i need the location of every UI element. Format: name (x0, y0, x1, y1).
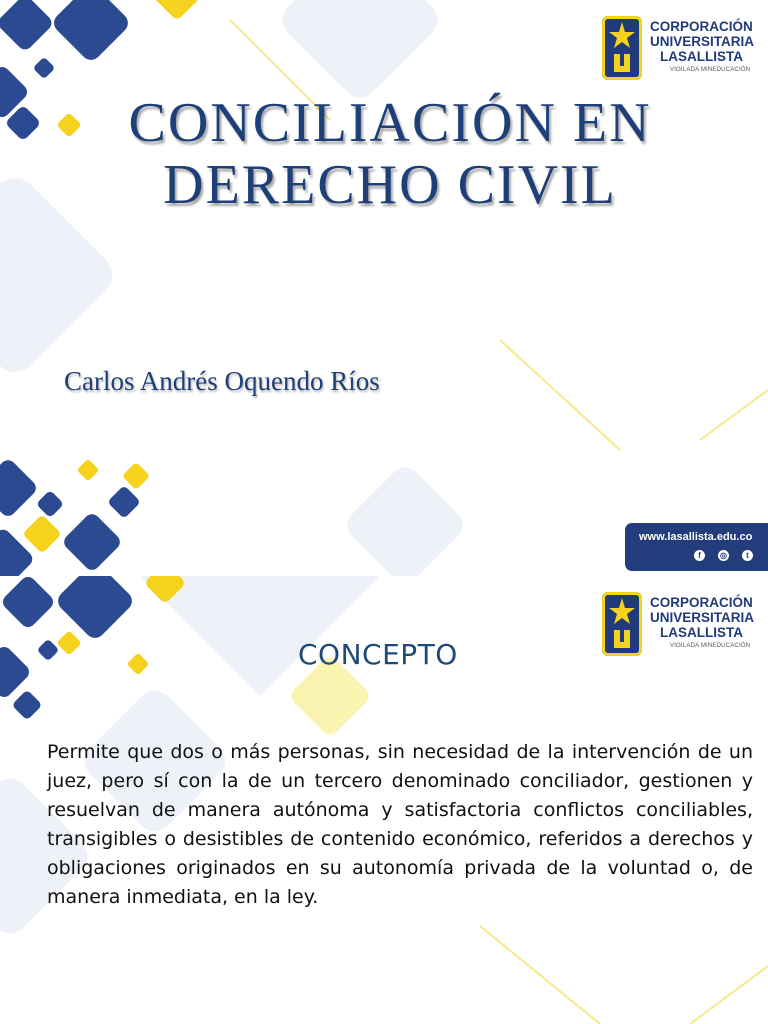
logo-text-line1: CORPORACIÓN (650, 595, 753, 610)
website-link[interactable]: www.lasallista.edu.co (639, 531, 753, 543)
instagram-icon[interactable]: ◎ (718, 550, 729, 561)
concept-paragraph: Permite que dos o más personas, sin necesidad de la intervención de un juez, pero sí con la de un tercero denominado conciliador, gestionen y resuelvan de manera autónoma y satisfactoria conflictos conciliables, transigibles o desistibles de contenido económico, referidos a derechos y obligaciones originados en su autonomía privada de la voluntad o, de manera inmediata, en la ley. (47, 741, 753, 908)
shield-icon (602, 16, 642, 80)
logo-text-line1: CORPORACIÓN (650, 19, 753, 34)
twitter-icon[interactable]: t (742, 550, 753, 561)
slide-title: CONCILIACIÓN EN DERECHO CIVIL (128, 92, 652, 216)
shield-icon (602, 592, 642, 656)
logo-subtext: VIGILADA MINEDUCACIÓN (670, 67, 751, 73)
section-heading: CONCEPTO (298, 638, 458, 671)
logo-text-line3: LASALLISTA (660, 49, 743, 64)
logo-text-line2: UNIVERSITARIA (650, 610, 755, 625)
author-name: Carlos Andrés Oquendo Ríos (64, 366, 380, 396)
logo-text-line3: LASALLISTA (660, 625, 743, 640)
website-banner[interactable] (625, 523, 768, 571)
logo-text-line2: UNIVERSITARIA (650, 34, 755, 49)
university-logo (602, 592, 755, 674)
university-logo (602, 16, 755, 98)
logo-subtext: VIGILADA MINEDUCACIÓN (670, 643, 751, 649)
concept-slide (0, 576, 768, 1024)
facebook-icon[interactable]: f (694, 550, 705, 561)
